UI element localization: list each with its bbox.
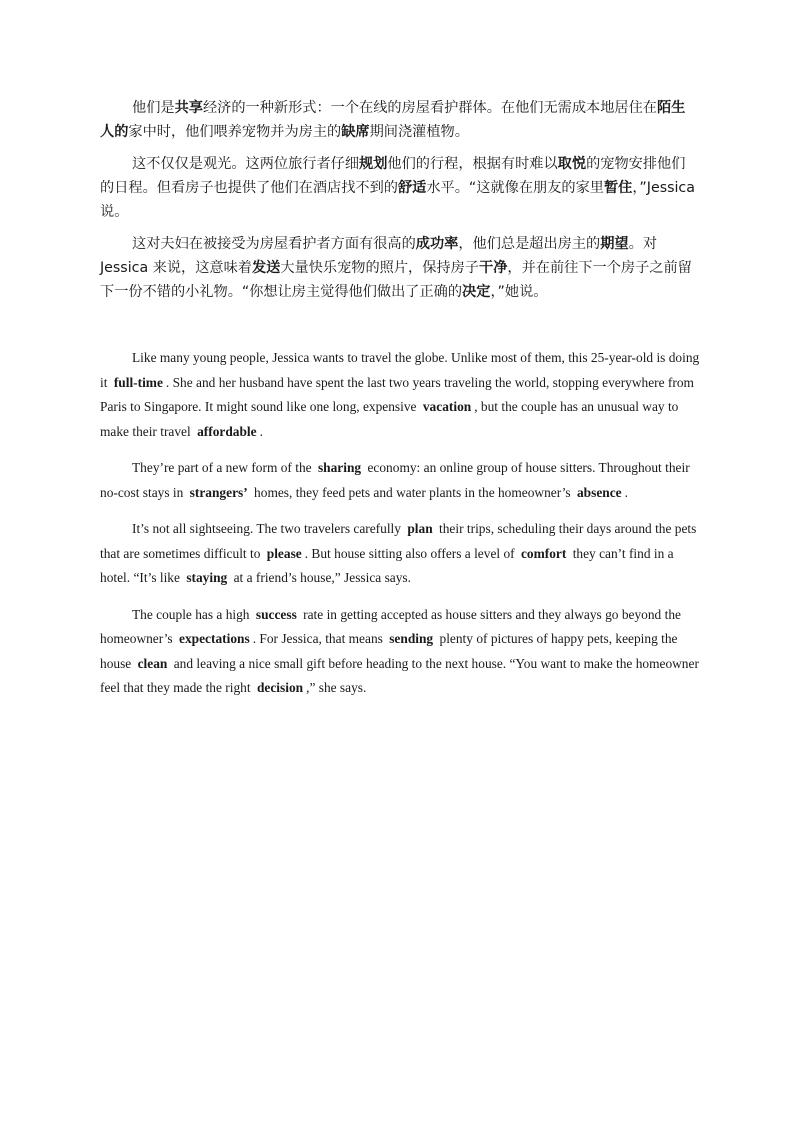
keyword: 缺席 <box>341 124 370 140</box>
keyword: vacation <box>422 399 472 414</box>
keyword: clean <box>137 655 168 671</box>
keyword: 共享 <box>174 100 203 116</box>
text-run: They’re part of a new form of the <box>132 460 312 475</box>
keyword: sharing <box>317 460 362 475</box>
text-run: ，他们总是超出房主的 <box>458 236 601 252</box>
text-run: rate in getting accepted as house sitters and they always go beyond the homeowner’s <box>100 606 681 646</box>
keyword: 发送 <box>251 260 281 276</box>
text-run: It’s not all sightseeing. The two travelers carefully <box>132 521 401 536</box>
keyword: please <box>266 545 302 561</box>
text-run: ，”她说。 <box>490 284 548 300</box>
text-run: Like many young people, Jessica wants to travel the globe. Unlike most of them, this 25-year-old is doing it <box>100 350 700 390</box>
text-run: plenty of pictures of happy pets, keeping the house <box>100 631 678 671</box>
keyword: 取悦 <box>557 156 587 172</box>
text-run: 期间浇灌植物。 <box>369 124 469 140</box>
keyword: 暂住 <box>603 180 633 196</box>
text-run: 的宠物安排他们的日程。但看房子也提供了他们在酒店找不到的 <box>100 156 686 196</box>
english-paragraph <box>100 346 700 444</box>
keyword: plan <box>407 521 433 536</box>
keyword: 干净 <box>479 260 508 276</box>
text-run: at a friend’s house,” Jessica says. <box>233 570 411 585</box>
keyword: success <box>255 606 297 622</box>
chinese-paragraph <box>100 232 698 304</box>
text-run: 大量快乐宠物的照片，保持房子 <box>280 260 479 276</box>
keyword: 陌生人的 <box>100 100 686 140</box>
chinese-paragraph <box>100 96 698 144</box>
english-article <box>100 346 700 713</box>
text-run: . For Jessica, that means <box>252 631 383 646</box>
keyword: decision <box>256 680 304 695</box>
text-run: 水平。“这就像在朋友的家里 <box>426 180 604 196</box>
keyword: 规划 <box>359 156 388 172</box>
text-run: they can’t find in a hotel. “It’s like <box>100 545 674 585</box>
text-run: . She and her husband have spent the last two years traveling the world, stopping everywhere from Paris to Singapore. It might sound like one long, expensive <box>100 374 694 414</box>
keyword: affordable <box>197 423 257 439</box>
keyword: strangers’ <box>189 484 248 500</box>
text-run: ，”Jessica 说。 <box>100 180 695 220</box>
text-run: and leaving a nice small gift before heading to the next house. “You want to make the homeowner feel that they made the right <box>100 655 699 695</box>
english-paragraph <box>100 456 700 505</box>
text-run: . <box>624 484 628 500</box>
text-run: homes, they feed pets and water plants in the homeowner’s <box>254 484 571 500</box>
text-run: their trips, scheduling their days around the pets that are sometimes difficult to <box>100 521 697 561</box>
keyword: 决定 <box>462 284 491 300</box>
keyword: sending <box>389 631 434 646</box>
english-paragraph <box>100 603 700 701</box>
text-run: ,” she says. <box>306 680 367 695</box>
keyword: full-time <box>113 374 163 390</box>
keyword: staying <box>186 570 228 585</box>
text-run: ，并在前往下一个房子之前留下一份不错的小礼物。“你想让房主觉得他们做出了正确的 <box>100 260 692 300</box>
keyword: comfort <box>520 545 567 561</box>
text-run: , but the couple has an unusual way to make their travel <box>100 399 679 439</box>
english-paragraph <box>100 517 700 591</box>
text-run: 这不仅仅是观光。这两位旅行者仔细 <box>132 156 360 172</box>
text-run: 家中时，他们喂养宠物并为房主的 <box>128 124 342 140</box>
keyword: expectations <box>179 631 250 646</box>
keyword: absence <box>576 484 622 500</box>
text-run: . But house sitting also offers a level of <box>304 545 515 561</box>
text-run: 他们的行程，根据有时难以 <box>387 156 558 172</box>
text-run: The couple has a high <box>132 606 250 622</box>
text-run: 这对夫妇在被接受为房屋看护者方面有很高的 <box>132 236 416 252</box>
keyword: 期望 <box>600 236 629 252</box>
text-run: 。对 Jessica 来说，这意味着 <box>100 236 658 276</box>
chinese-paragraph <box>100 152 698 224</box>
text-run: 他们是 <box>132 100 175 116</box>
text-run: . <box>259 423 263 439</box>
chinese-translation <box>100 96 698 312</box>
text-run: economy: an online group of house sitters. Throughout their no-cost stays in <box>100 460 690 500</box>
keyword: 成功率 <box>415 236 459 252</box>
keyword: 舒适 <box>397 180 427 196</box>
text-run: 经济的一种新形式：一个在线的房屋看护群体。在他们无需成本地居住在 <box>202 100 657 116</box>
